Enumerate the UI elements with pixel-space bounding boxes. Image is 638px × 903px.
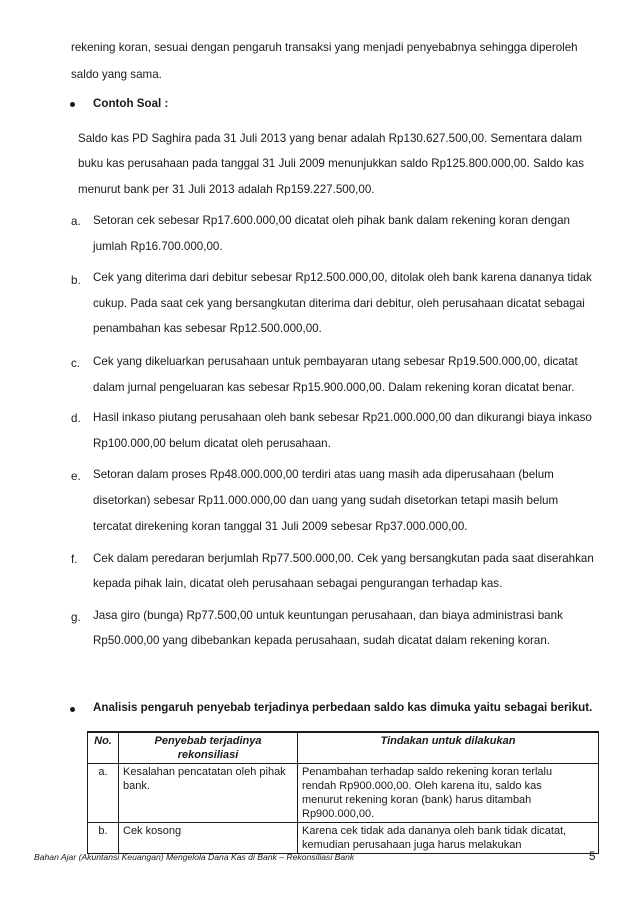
analysis-heading: Analisis pengaruh penyebab terjadinya perbedaan saldo kas dimuka yaitu sebagai berikut. <box>93 701 593 714</box>
table-row <box>88 764 599 823</box>
example-heading: Contoh Soal : <box>93 97 169 110</box>
row-cause <box>119 764 298 823</box>
intro-line-2: saldo yang sama. <box>71 68 162 81</box>
row-action-line: rendah Rp900.000,00. Oleh karena itu, saldo kas <box>302 780 542 792</box>
row-action-line: Penambahan terhadap saldo rekening koran terlalu <box>302 766 553 778</box>
table-row <box>88 823 599 854</box>
item-letter-g: g. <box>71 611 81 624</box>
item-c-line-1: Cek yang dikeluarkan perusahaan untuk pembayaran utang sebesar Rp19.500.000,00, dicatat <box>93 355 578 368</box>
item-letter-e: e. <box>71 470 81 483</box>
item-g-line-1: Jasa giro (bunga) Rp77.500,00 untuk keuntungan perusahaan, dan biaya administrasi bank <box>93 609 563 622</box>
item-a-line-2: jumlah Rp16.700.000,00. <box>93 240 223 253</box>
item-a-line-1: Setoran cek sebesar Rp17.600.000,00 dicatat oleh pihak bank dalam rekening koran dengan <box>93 214 570 227</box>
reconciliation-table <box>87 731 599 854</box>
row-action-line: Rp900.000,00. <box>302 808 375 820</box>
item-g-line-2: Rp50.000,00 yang dibebankan kepada perusahaan, sudah dicatat dalam rekening koran. <box>93 634 551 647</box>
bullet-icon <box>70 707 75 712</box>
column-header-cause: Penyebab terjadinya rekonsiliasi <box>119 732 298 764</box>
item-b-line-1: Cek yang diterima dari debitur sebesar Rp12.500.000,00, ditolak oleh bank karena dananya tidak <box>93 271 592 284</box>
item-letter-f: f. <box>71 553 78 566</box>
item-letter-b: b. <box>71 274 81 287</box>
row-action-line: menurut rekening koran (bank) harus ditambah <box>302 794 532 806</box>
item-letter-d: d. <box>71 412 81 425</box>
page-number: 5 <box>589 850 596 863</box>
row-action-line: kemudian perusahaan juga harus melakukan <box>302 839 522 851</box>
row-cause-line: Kesalahan pencatatan oleh pihak <box>123 766 286 778</box>
item-c-line-2: dalam jurnal pengeluaran kas sebesar Rp15.900.000,00. Dalam rekening koran dicatat benar. <box>93 381 575 394</box>
row-cause <box>119 823 298 854</box>
item-f-line-2: kepada pihak lain, dicatat oleh perusahaan sebagai pengurangan terhadap kas. <box>93 577 503 590</box>
item-b-line-3: penambahan kas sebesar Rp12.500.000,00. <box>93 322 322 335</box>
example-paragraph-line-2: buku kas perusahaan pada tanggal 31 Juli 2009 menunjukkan saldo Rp125.800.000,00. Saldo kas <box>78 157 584 170</box>
example-paragraph-line-1: Saldo kas PD Saghira pada 31 Juli 2013 yang benar adalah Rp130.627.500,00. Sementara dalam <box>78 132 583 145</box>
item-letter-a: a. <box>71 215 81 228</box>
row-cause-line: Cek kosong <box>123 825 182 837</box>
column-header-no: No. <box>88 732 119 764</box>
row-action <box>298 764 599 823</box>
item-b-line-2: cukup. Pada saat cek yang bersangkutan diterima dari debitur, oleh perusahaan dicatat sebagai <box>93 297 585 310</box>
row-action <box>298 823 599 854</box>
item-d-line-2: Rp100.000,00 belum dicatat oleh perusahaan. <box>93 437 331 450</box>
column-header-action: Tindakan untuk dilakukan <box>298 732 599 764</box>
row-action-line: Karena cek tidak ada dananya oleh bank tidak dicatat, <box>302 825 567 837</box>
page-footer: Bahan Ajar (Akuntansi Keuangan) Mengelola Dana Kas di Bank – Rekonsiliasi Bank <box>34 852 355 862</box>
example-paragraph-line-3: menurut bank per 31 Juli 2013 adalah Rp159.227.500,00. <box>78 183 375 196</box>
bullet-icon <box>70 102 75 107</box>
item-e-line-2: disetorkan) sebesar Rp11.000.000,00 dan uang yang sudah disetorkan tetapi masih belum <box>93 494 559 507</box>
row-number: a. <box>88 764 119 823</box>
row-cause-line: bank. <box>123 780 150 792</box>
item-e-line-1: Setoran dalam proses Rp48.000.000,00 terdiri atas uang masih ada diperusahaan (belum <box>93 468 554 481</box>
row-number: b. <box>88 823 119 854</box>
table-header-row <box>88 732 599 764</box>
intro-line-1: rekening koran, sesuai dengan pengaruh transaksi yang menjadi penyebabnya sehingga diperoleh <box>71 41 578 54</box>
item-d-line-1: Hasil inkaso piutang perusahaan oleh bank sebesar Rp21.000.000,00 dan dikurangi biaya inkaso <box>93 411 592 424</box>
item-e-line-3: tercatat direkening koran tanggal 31 Juli 2009 sebesar Rp37.000.000,00. <box>93 520 468 533</box>
item-letter-c: c. <box>71 357 81 370</box>
item-f-line-1: Cek dalam peredaran berjumlah Rp77.500.000,00. Cek yang bersangkutan pada saat diserahkan <box>93 552 594 565</box>
